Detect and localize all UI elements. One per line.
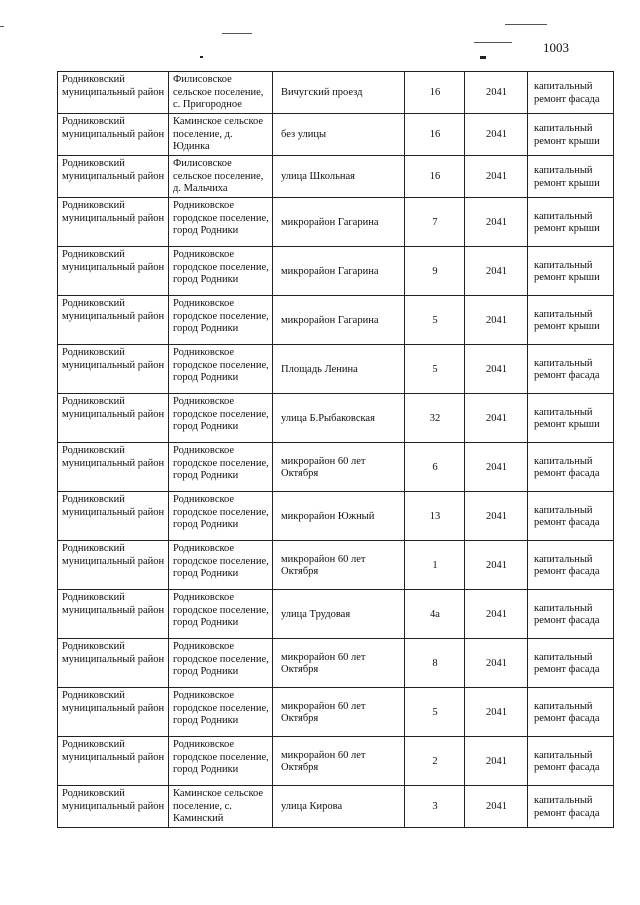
house-number-cell: 16 (405, 156, 465, 198)
scan-mark (0, 26, 4, 27)
settlement-cell: Филисовское сельское поселение, д. Мальчиха (169, 156, 273, 198)
table-row (58, 541, 614, 590)
settlement-cell: Филисовское сельское поселение, с. Пригородное (169, 72, 273, 114)
house-number-cell: 32 (405, 394, 465, 443)
district-cell: Родниковский муниципальный район (58, 156, 169, 198)
district-cell: Родниковский муниципальный район (58, 590, 169, 639)
district-cell: Родниковский муниципальный район (58, 786, 169, 828)
year-cell: 2041 (465, 737, 528, 786)
scan-mark (222, 33, 252, 34)
work-type-cell: капитальный ремонт крыши (528, 394, 614, 443)
street-cell: микрорайон 60 лет Октября (273, 639, 405, 688)
district-cell: Родниковский муниципальный район (58, 737, 169, 786)
street-cell: Вичугский проезд (273, 72, 405, 114)
district-cell: Родниковский муниципальный район (58, 296, 169, 345)
street-cell: улица Школьная (273, 156, 405, 198)
district-cell: Родниковский муниципальный район (58, 198, 169, 247)
table-row (58, 156, 614, 198)
house-number-cell: 1 (405, 541, 465, 590)
street-cell: улица Б.Рыбаковская (273, 394, 405, 443)
house-number-cell: 6 (405, 443, 465, 492)
table-row (58, 737, 614, 786)
street-cell: микрорайон 60 лет Октября (273, 443, 405, 492)
work-type-cell: капитальный ремонт фасада (528, 443, 614, 492)
settlement-cell: Родниковское городское поселение, город Родники (169, 247, 273, 296)
work-type-cell: капитальный ремонт крыши (528, 114, 614, 156)
house-number-cell: 9 (405, 247, 465, 296)
street-cell: микрорайон 60 лет Октября (273, 541, 405, 590)
settlement-cell: Родниковское городское поселение, город Родники (169, 639, 273, 688)
settlement-cell: Родниковское городское поселение, город Родники (169, 394, 273, 443)
year-cell: 2041 (465, 345, 528, 394)
house-number-cell: 5 (405, 296, 465, 345)
work-type-cell: капитальный ремонт фасада (528, 590, 614, 639)
table-row (58, 394, 614, 443)
settlement-cell: Родниковское городское поселение, город Родники (169, 296, 273, 345)
house-number-cell: 7 (405, 198, 465, 247)
settlement-cell: Родниковское городское поселение, город Родники (169, 688, 273, 737)
work-type-cell: капитальный ремонт крыши (528, 156, 614, 198)
street-cell: микрорайон Гагарина (273, 247, 405, 296)
scan-mark (200, 56, 203, 58)
year-cell: 2041 (465, 198, 528, 247)
scan-mark (474, 42, 512, 43)
district-cell: Родниковский муниципальный район (58, 688, 169, 737)
house-number-cell: 16 (405, 114, 465, 156)
house-number-cell: 3 (405, 786, 465, 828)
district-cell: Родниковский муниципальный район (58, 114, 169, 156)
district-cell: Родниковский муниципальный район (58, 639, 169, 688)
settlement-cell: Каминское сельское поселение, с. Каминский (169, 786, 273, 828)
district-cell: Родниковский муниципальный район (58, 443, 169, 492)
table-row (58, 247, 614, 296)
housing-repair-table (57, 71, 614, 828)
scan-mark (505, 24, 547, 25)
year-cell: 2041 (465, 156, 528, 198)
street-cell: улица Трудовая (273, 590, 405, 639)
settlement-cell: Родниковское городское поселение, город Родники (169, 737, 273, 786)
house-number-cell: 13 (405, 492, 465, 541)
work-type-cell: капитальный ремонт фасада (528, 492, 614, 541)
table-row (58, 786, 614, 828)
year-cell: 2041 (465, 72, 528, 114)
street-cell: микрорайон 60 лет Октября (273, 737, 405, 786)
year-cell: 2041 (465, 247, 528, 296)
house-number-cell: 8 (405, 639, 465, 688)
street-cell: микрорайон 60 лет Октября (273, 688, 405, 737)
settlement-cell: Каминское сельское поселение, д. Юдинка (169, 114, 273, 156)
house-number-cell: 16 (405, 72, 465, 114)
year-cell: 2041 (465, 786, 528, 828)
year-cell: 2041 (465, 541, 528, 590)
table-row (58, 345, 614, 394)
district-cell: Родниковский муниципальный район (58, 345, 169, 394)
table-row (58, 296, 614, 345)
street-cell: микрорайон Гагарина (273, 296, 405, 345)
year-cell: 2041 (465, 492, 528, 541)
table-row (58, 639, 614, 688)
street-cell: микрорайон Южный (273, 492, 405, 541)
page-number: 1003 (543, 40, 569, 55)
work-type-cell: капитальный ремонт крыши (528, 247, 614, 296)
scan-mark (480, 56, 486, 59)
house-number-cell: 2 (405, 737, 465, 786)
settlement-cell: Родниковское городское поселение, город Родники (169, 541, 273, 590)
work-type-cell: капитальный ремонт фасада (528, 345, 614, 394)
work-type-cell: капитальный ремонт фасада (528, 786, 614, 828)
table-row (58, 443, 614, 492)
street-cell: без улицы (273, 114, 405, 156)
district-cell: Родниковский муниципальный район (58, 541, 169, 590)
year-cell: 2041 (465, 590, 528, 639)
table-row (58, 114, 614, 156)
table-row (58, 198, 614, 247)
district-cell: Родниковский муниципальный район (58, 247, 169, 296)
work-type-cell: капитальный ремонт фасада (528, 639, 614, 688)
table-row (58, 492, 614, 541)
year-cell: 2041 (465, 688, 528, 737)
street-cell: микрорайон Гагарина (273, 198, 405, 247)
year-cell: 2041 (465, 114, 528, 156)
settlement-cell: Родниковское городское поселение, город Родники (169, 443, 273, 492)
settlement-cell: Родниковское городское поселение, город Родники (169, 345, 273, 394)
district-cell: Родниковский муниципальный район (58, 492, 169, 541)
house-number-cell: 4а (405, 590, 465, 639)
work-type-cell: капитальный ремонт фасада (528, 737, 614, 786)
year-cell: 2041 (465, 394, 528, 443)
table-row (58, 72, 614, 114)
work-type-cell: капитальный ремонт крыши (528, 198, 614, 247)
settlement-cell: Родниковское городское поселение, город Родники (169, 492, 273, 541)
table-row (58, 590, 614, 639)
work-type-cell: капитальный ремонт крыши (528, 296, 614, 345)
district-cell: Родниковский муниципальный район (58, 72, 169, 114)
district-cell: Родниковский муниципальный район (58, 394, 169, 443)
settlement-cell: Родниковское городское поселение, город Родники (169, 590, 273, 639)
year-cell: 2041 (465, 443, 528, 492)
work-type-cell: капитальный ремонт фасада (528, 541, 614, 590)
house-number-cell: 5 (405, 688, 465, 737)
table-row (58, 688, 614, 737)
work-type-cell: капитальный ремонт фасада (528, 688, 614, 737)
settlement-cell: Родниковское городское поселение, город Родники (169, 198, 273, 247)
year-cell: 2041 (465, 639, 528, 688)
street-cell: улица Кирова (273, 786, 405, 828)
year-cell: 2041 (465, 296, 528, 345)
street-cell: Площадь Ленина (273, 345, 405, 394)
house-number-cell: 5 (405, 345, 465, 394)
work-type-cell: капитальный ремонт фасада (528, 72, 614, 114)
